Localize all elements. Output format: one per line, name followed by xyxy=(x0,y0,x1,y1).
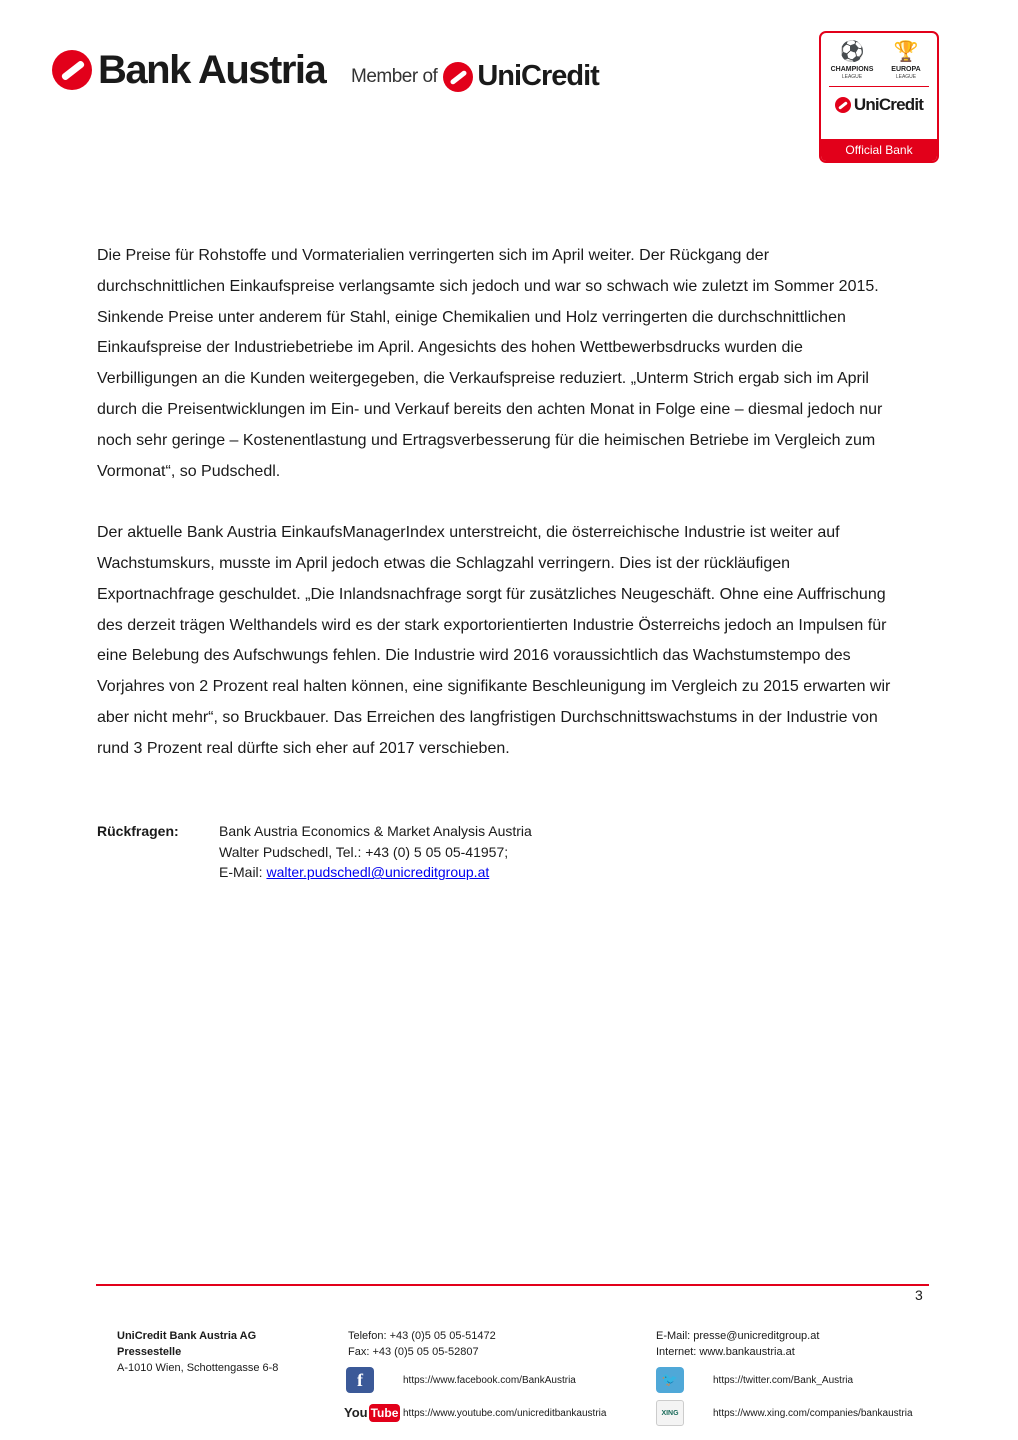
contact-department: Bank Austria Economics & Market Analysis Austria xyxy=(219,823,532,839)
badge-divider xyxy=(829,86,929,87)
email-prefix: E-Mail: xyxy=(219,864,267,881)
body-text xyxy=(97,241,897,795)
facebook-icon[interactable]: f xyxy=(346,1367,374,1393)
trophy-icon: 🏆 xyxy=(893,41,919,63)
youtube-icon[interactable] xyxy=(344,1402,399,1424)
xing-link[interactable]: https://www.xing.com/companies/bankaustria xyxy=(713,1408,913,1419)
starball-icon: ⚽ xyxy=(839,41,865,63)
footer-internet: Internet: www.bankaustria.at xyxy=(656,1346,795,1358)
champions-league-sub: LEAGUE xyxy=(841,74,863,80)
footer-online xyxy=(656,1328,819,1360)
champions-league-name: CHAMPIONS xyxy=(830,66,874,73)
footer-company: UniCredit Bank Austria AG xyxy=(117,1330,257,1342)
contact-email-link[interactable]: walter.pudschedl@unicreditgroup.at xyxy=(266,864,490,881)
official-bank-label: Official Bank xyxy=(821,139,937,161)
youtube-tube: Tube xyxy=(370,1406,399,1420)
unicredit-mark-icon xyxy=(443,62,473,92)
footer-phone xyxy=(348,1328,496,1360)
footer-divider xyxy=(96,1284,929,1286)
official-bank-badge xyxy=(819,31,939,163)
facebook-link[interactable]: https://www.facebook.com/BankAustria xyxy=(403,1375,576,1386)
footer-email: E-Mail: presse@unicreditgroup.at xyxy=(656,1330,820,1342)
unicredit-name: UniCredit xyxy=(477,60,599,92)
contact-person: Walter Pudschedl, Tel.: +43 (0) 5 05 05-41957; xyxy=(219,843,509,860)
youtube-link[interactable]: https://www.youtube.com/unicreditbankaustria xyxy=(403,1408,607,1419)
bank-name: Bank Austria xyxy=(98,48,326,92)
bank-austria-logo xyxy=(52,50,325,90)
unicredit-badge-icon xyxy=(835,97,851,113)
twitter-link[interactable]: https://twitter.com/Bank_Austria xyxy=(713,1375,854,1386)
europa-league-sub: LEAGUE xyxy=(895,74,917,80)
unicredit-logo-icon xyxy=(52,50,92,90)
contact-email-line xyxy=(219,862,532,883)
youtube-you: You xyxy=(344,1405,368,1420)
footer-street: A-1010 Wien, Schottengasse 6-8 xyxy=(117,1362,279,1374)
xing-icon[interactable]: XING xyxy=(656,1400,684,1426)
paragraph: Die Preise für Rohstoffe und Vormaterialien verringerten sich im April weiter. Der Rückgang der durchschnittlichen Einkaufspreise verlangsamte sich jedoch und war so schwach wie zuletzt im Sommer 2015. Sinkende Preise unter anderem für Stahl, einige Chemikalien und Holz verringerten die durchschnittlichen Einkaufspreise der Industriebetriebe im April. Angesichts des hohen Wettbewerbsdrucks wurden die Verbilligungen an die Kunden weitergegeben, die Verkaufspreise reduziert. „Unterm Strich ergab sich im April durch die Preisentwicklungen im Ein- und Verkauf bereits den achten Monat in Folge eine – diesmal jedoch nur noch sehr geringe – Kostenentlastung und Ertragsverbesserung für die heimischen Betriebe im Vergleich zum Vormonat“, so Pudschedl. xyxy=(97,247,883,480)
page-number: 3 xyxy=(915,1287,923,1303)
footer-fax: Fax: +43 (0)5 05 05-52807 xyxy=(348,1346,479,1358)
contact-label: Rückfragen: xyxy=(97,823,179,839)
footer-telephone: Telefon: +43 (0)5 05 05-51472 xyxy=(348,1330,496,1342)
champions-league-logo xyxy=(826,41,878,80)
twitter-icon[interactable]: 🐦 xyxy=(656,1367,684,1393)
europa-league-logo xyxy=(880,41,932,80)
europa-league-name: EUROPA xyxy=(891,66,921,73)
badge-brand: UniCredit xyxy=(853,95,924,114)
footer-address xyxy=(117,1328,278,1376)
paragraph: Der aktuelle Bank Austria EinkaufsManagerIndex unterstreicht, die österreichische Industrie ist weiter auf Wachstumskurs, musste im April jedoch etwas die Schlagzahl verringern. Dies ist der rückläufigen Exportnachfrage geschuldet. „Die Inlandsnachfrage sorgt für zusätzliches Neugeschäft. Ohne eine Auffrischung des derzeit trägen Welthandels wird es der stark exportorientierten Industrie Österreichs jedoch an Impulsen für eine Belebung des Aufschwungs fehlen. Die Industrie wird 2016 voraussichtlich das Wachstumstempo des Vorjahres von 2 Prozent real halten können, eine signifikante Beschleunigung im Vergleich zu 2015 erwarten wir aber nicht mehr“, so Bruckbauer. Das Erreichen des langfristigen Durchschnittswachstums in der Industrie von rund 3 Prozent real dürfte sich eher auf 2017 verschieben. xyxy=(97,524,891,757)
member-of-text: Member of xyxy=(351,65,438,87)
footer-department: Pressestelle xyxy=(117,1346,182,1358)
member-of-unicredit xyxy=(351,60,599,93)
